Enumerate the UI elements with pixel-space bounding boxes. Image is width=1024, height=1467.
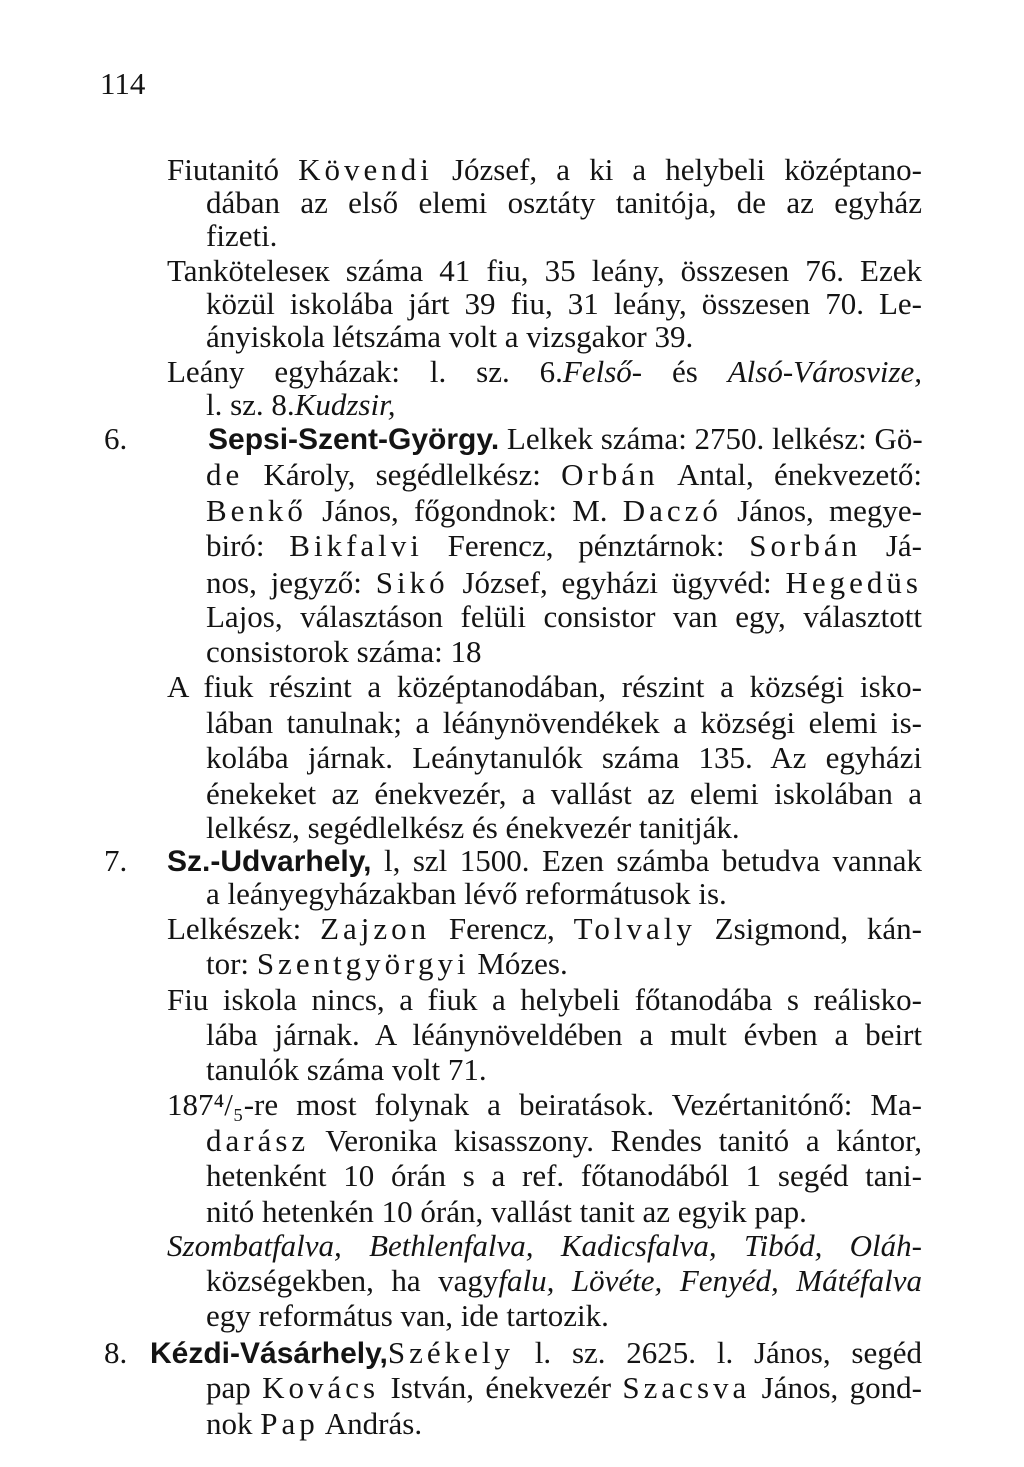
line-text: [167, 980, 922, 1020]
spaced-name: de: [206, 457, 244, 492]
text: István, énekvezér: [379, 1370, 623, 1405]
text: Lelkek száma: 2750. lelkész: Gö-: [499, 421, 923, 456]
spaced-name: Hegedüs: [785, 565, 922, 600]
text: tor:: [206, 946, 257, 981]
line-text: [206, 944, 568, 984]
text-line: [0, 667, 1024, 707]
text: lelkész, segédlelkész és énekvezér tanitják.: [206, 810, 740, 845]
text: Antal, énekvezető:: [658, 457, 922, 492]
text: Ferencz, pénztárnok:: [422, 528, 750, 563]
section-number: 7.: [104, 843, 128, 878]
text: l. sz. 6.: [429, 354, 563, 389]
spaced-name: Zajzon: [320, 911, 431, 946]
text: fizeti.: [206, 218, 278, 253]
line-text: [206, 1261, 922, 1301]
spaced-name: Sorbán: [749, 528, 862, 563]
text-line: [0, 597, 1024, 637]
text-line: [0, 526, 1024, 566]
text: ányiskola létszáma volt a vizsgakor 39.: [206, 319, 694, 354]
text: Lajos, választáson felüli consistor van egy, választott: [206, 599, 922, 634]
line-text: [208, 419, 922, 460]
text-line: [0, 455, 1024, 495]
text: hetenként 10 órán s a ref. főtanodából 1 segéd tani-: [206, 1158, 922, 1193]
text: egy református van, ide tartozik.: [206, 1298, 609, 1333]
line-text: [206, 317, 693, 357]
line-text: [206, 1015, 922, 1055]
spaced-name: Pap: [260, 1406, 319, 1441]
spaced-name: Szentgyörgyi: [256, 946, 470, 981]
text: biró:: [206, 528, 290, 563]
line-text: [206, 526, 922, 566]
text: a leányegyházakban lévő reformátusok is.: [206, 876, 727, 911]
text: consistorok száma: 18: [206, 634, 482, 669]
line-text: [167, 1226, 922, 1266]
text: Leány egyházak:: [167, 354, 430, 389]
text-line: [0, 1226, 1024, 1266]
text-line: [0, 944, 1024, 984]
text: nok: [206, 1406, 261, 1441]
text-line: [0, 703, 1024, 743]
text: András.: [318, 1406, 423, 1441]
text-line: [0, 491, 1024, 531]
line-text: [167, 909, 922, 949]
text: dában az első elemi osztáty tanitója, de az egyház: [206, 185, 922, 220]
text: és: [642, 354, 728, 389]
text: nitó hetenkén 10 órán, vallást tanit az egyik pap.: [206, 1194, 807, 1229]
spaced-name: Kovács: [262, 1370, 380, 1405]
text-line: [0, 632, 1024, 672]
text: Károly, segédlelkész:: [243, 457, 562, 492]
text: közül iskolába járt 39 fiu, 31 leány, összesen 70. Le-: [206, 286, 922, 321]
spaced-name: Szacsva: [622, 1370, 751, 1405]
italic-place: Kudzsir,: [294, 387, 396, 422]
line-text: [206, 1296, 609, 1336]
text: Fiutanitó: [167, 152, 299, 187]
line-text: [206, 1050, 487, 1090]
text: Tanköteleseк száma 41 fiu, 35 leány, összesen 76. Ezek: [167, 253, 922, 288]
text: János, megye-: [721, 493, 922, 528]
text: nos, jegyző:: [206, 565, 376, 600]
text-line: [0, 980, 1024, 1020]
spaced-name: Benkő: [206, 493, 307, 528]
text-line: [0, 1296, 1024, 1336]
text: Ferencz,: [430, 911, 574, 946]
line-text: [206, 1368, 922, 1408]
spaced-name: Sikó: [375, 565, 449, 600]
text: kolába járnak. Leánytanulók száma 135. Az egyházi: [206, 740, 922, 775]
text: János, főgondnok: M.: [306, 493, 623, 528]
spaced-name: Daczó: [622, 493, 722, 528]
text: pap: [206, 1370, 263, 1405]
spaced-name: Orbán: [561, 457, 659, 492]
text-line: [0, 909, 1024, 949]
text: János, segéd: [753, 1335, 922, 1370]
line-text: [206, 491, 922, 531]
text: Fiu iskola nincs, a fiuk a helybeli főtanodába s reálisko-: [167, 982, 922, 1017]
text: Mózes.: [469, 946, 568, 981]
text-line: [0, 1368, 1024, 1408]
section-number: 8.: [104, 1335, 128, 1370]
spaced-name: Bikfalvi: [289, 528, 423, 563]
text-line: [0, 874, 1024, 914]
text: Já-: [861, 528, 922, 563]
line-text: [206, 1156, 922, 1196]
line-text: [206, 216, 277, 256]
text-line: [0, 419, 1024, 459]
text: János, gond-: [750, 1370, 922, 1405]
line-text: [167, 667, 922, 707]
text-line: [0, 1333, 1024, 1373]
line-text: [206, 1404, 422, 1444]
line-text: [206, 597, 922, 637]
text: Zsigmond, kán-: [695, 911, 923, 946]
italic-place: Szombatfalva, Bethlenfalva, Kadicsfalva, Tibód, Oláh-: [167, 1228, 922, 1263]
line-text: [206, 455, 922, 495]
place-heading: Sz.-Udvarhely,: [167, 845, 372, 878]
text: lában tanulnak; a léánynövendékek a községi elemi is-: [206, 705, 922, 740]
text: községekben, ha vagy: [206, 1263, 499, 1298]
line-text: [167, 1085, 922, 1125]
spaced-name: darász: [206, 1123, 310, 1158]
text: A fiuk részint a középtanodában, részint a községi isko-: [167, 669, 922, 704]
text: József, egyházi ügyvéd:: [448, 565, 786, 600]
text: Veronika kisasszony. Rendes tanitó a kántor,: [309, 1123, 922, 1158]
text: 187⁴/₅-re most folynak a beiratások. Vezértanitónő: Ma-: [167, 1087, 922, 1122]
text: énekeket az énekvezér, a vallást az elemi iskolában a: [206, 776, 922, 811]
text-line: [0, 1121, 1024, 1161]
text-line: [0, 1015, 1024, 1055]
text: tanulók száma volt 71.: [206, 1052, 487, 1087]
text: Lelkészek:: [167, 911, 321, 946]
text: l. sz. 2625. l.: [514, 1335, 754, 1370]
section-number: 6.: [104, 421, 128, 456]
spaced-name: Kövendi: [298, 152, 433, 187]
text-line: [0, 1404, 1024, 1444]
text: l. sz. 8.: [206, 387, 295, 422]
text-line: [0, 216, 1024, 256]
italic-place: Felső-: [562, 354, 643, 389]
place-heading: Sepsi-Szent-György.: [208, 423, 500, 456]
text-line: [0, 738, 1024, 778]
text-line: [0, 1085, 1024, 1125]
text: l, szl 1500. Ezen számba betudva vannak: [371, 843, 922, 878]
line-text: [206, 874, 727, 914]
line-text: [206, 1121, 922, 1161]
text-line: [0, 1156, 1024, 1196]
italic-place: Alsó-Városvize,: [727, 354, 923, 389]
italic-place: falu, Lövéte, Fenyéd, Mátéfalva: [498, 1263, 922, 1298]
page-number: 114: [100, 66, 146, 101]
spaced-name: Székely: [387, 1335, 515, 1370]
place-heading: Kézdi-Vásárhely,: [150, 1337, 388, 1370]
text: lába járnak. A léánynöveldében a mult évben a beirt: [206, 1017, 922, 1052]
text-line: [0, 317, 1024, 357]
text: József, a ki a helybeli középtano-: [432, 152, 923, 187]
line-text: [206, 738, 922, 778]
text-line: [0, 1050, 1024, 1090]
text-line: [0, 1261, 1024, 1301]
spaced-name: Tolvaly: [573, 911, 696, 946]
line-text: [206, 632, 482, 672]
line-text: [206, 703, 922, 743]
